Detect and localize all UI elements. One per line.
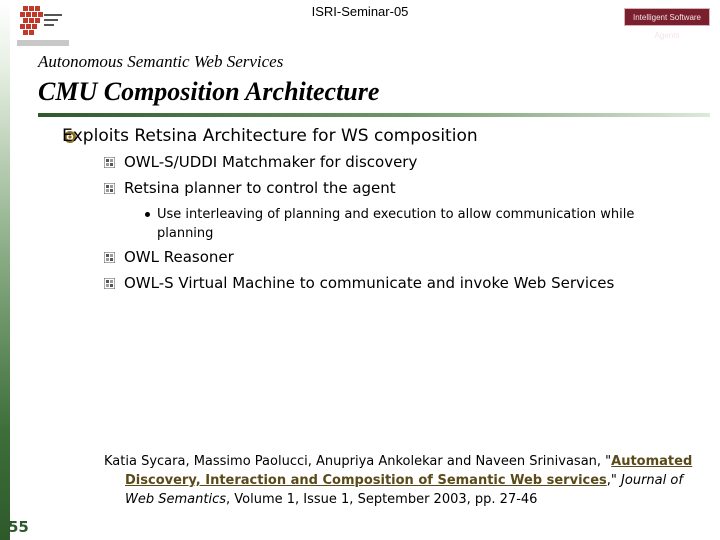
bullet-level2: Retsina planner to control the agent — [124, 179, 396, 197]
bullet-level3-line1: Use interleaving of planning and execution to allow communication while — [157, 207, 635, 222]
bullet-level3 — [138, 205, 678, 243]
agents-logo: Intelligent Software Agents — [624, 8, 710, 26]
grid-bullet-icon — [104, 157, 115, 168]
citation-journal: Web Semantics — [125, 492, 226, 507]
grid-bullet-icon — [104, 183, 115, 194]
citation — [104, 452, 694, 509]
slide-subtitle: Autonomous Semantic Web Services — [38, 52, 284, 71]
grid-bullet-icon — [104, 278, 115, 289]
citation-details: , Volume 1, Issue 1, September 2003, pp. 27-46 — [226, 492, 538, 507]
citation-line2 — [104, 471, 694, 490]
grid-bullet-icon — [104, 252, 115, 263]
logo-caption — [17, 40, 69, 46]
citation-authors: Katia Sycara, Massimo Paolucci, Anupriya Ankolekar and Naveen Srinivasan, " — [104, 454, 612, 469]
page-number: 55 — [8, 518, 29, 536]
bullet-level3-line2: planning — [157, 226, 214, 241]
bullet-level1: Exploits Retsina Architecture for WS composition — [62, 126, 478, 146]
bullet-level2: OWL-S Virtual Machine to communicate and invoke Web Services — [124, 274, 615, 292]
bullet-level2: OWL Reasoner — [124, 248, 234, 266]
citation-line3 — [104, 490, 694, 509]
seminar-header: ISRI-Seminar-05 — [311, 4, 409, 19]
title-underline — [38, 113, 710, 117]
slide-title: CMU Composition Architecture — [38, 77, 380, 106]
bullet-level2: OWL-S/UDDI Matchmaker for discovery — [124, 153, 418, 171]
left-gradient-bar — [0, 0, 10, 540]
citation-link[interactable]: Automated — [611, 454, 693, 469]
citation-sep: ," — [606, 473, 622, 488]
citation-journal: Journal of — [621, 473, 683, 488]
citation-line1 — [104, 452, 694, 471]
citation-link[interactable]: Discovery, Interaction and Composition of Semantic Web services — [125, 473, 607, 488]
